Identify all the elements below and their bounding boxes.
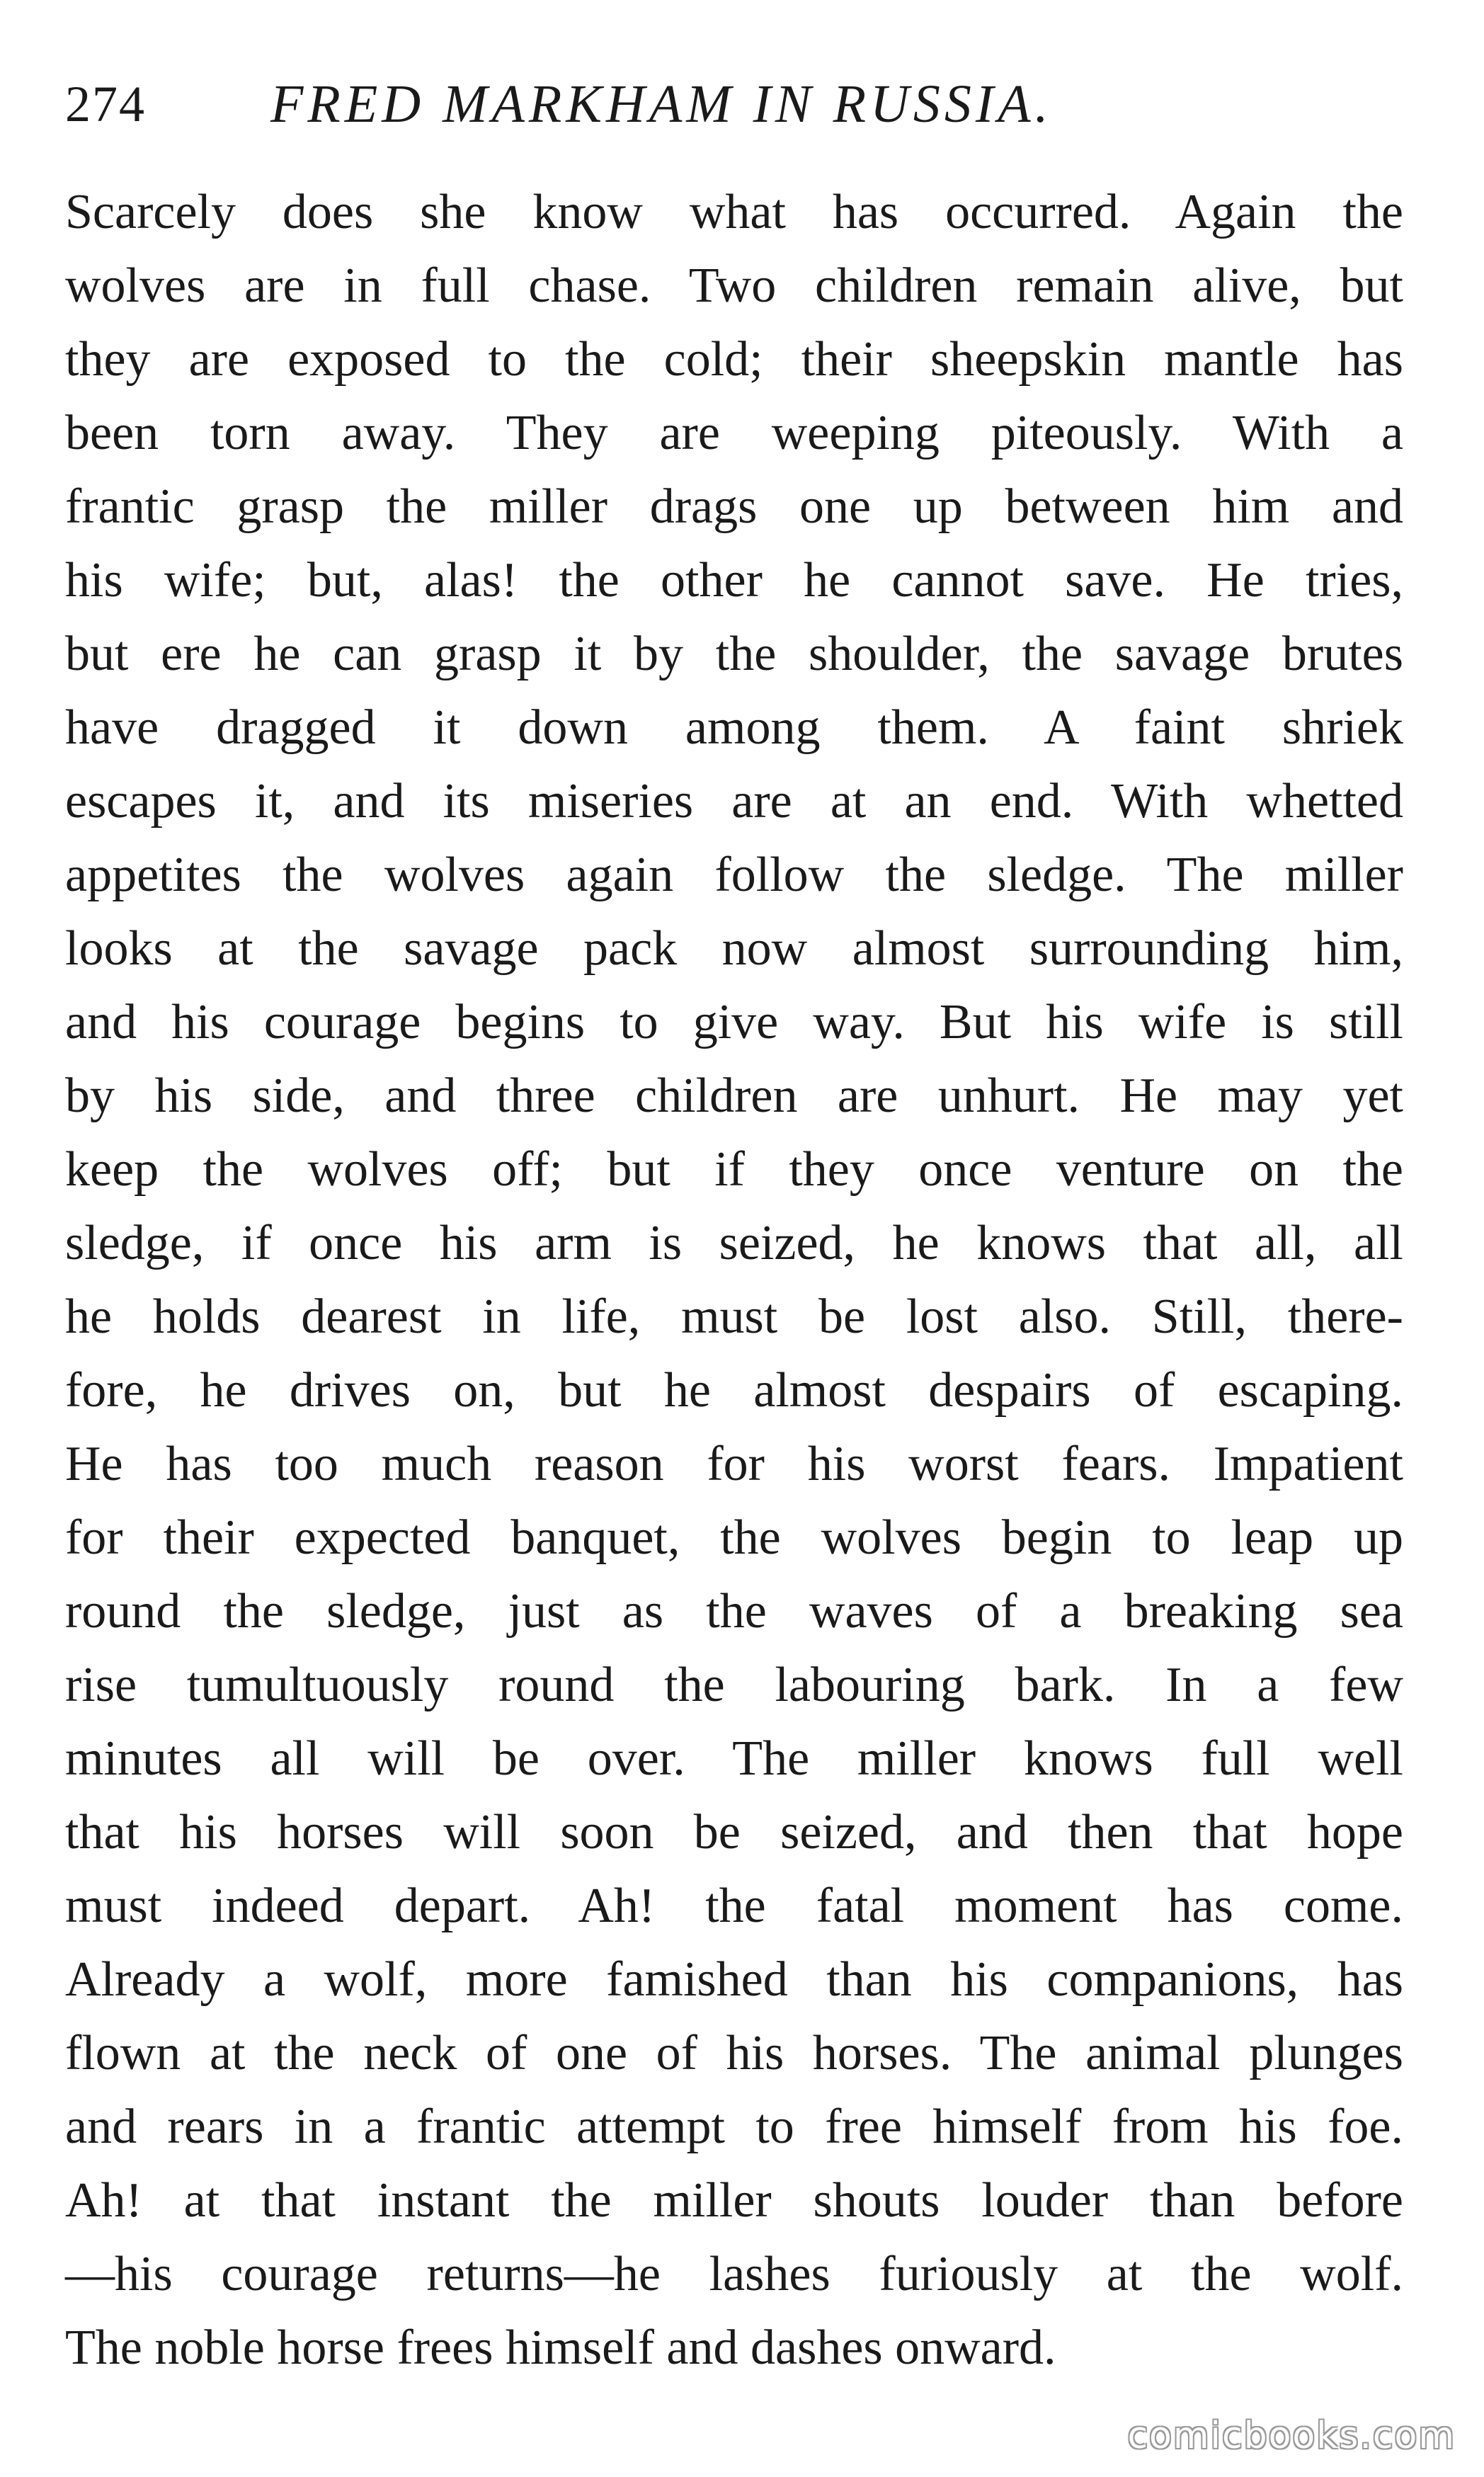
text-line: Already a wolf, more famished than his companions, has: [65, 1952, 1403, 2007]
page-number: 274: [65, 76, 146, 132]
text-line: that his horses will soon be seized, and then that hope: [65, 1805, 1403, 1860]
text-line: Ah! at that instant the miller shouts louder than before: [65, 2173, 1403, 2228]
text-line: looks at the savage pack now almost surrounding him,: [65, 921, 1403, 976]
text-line: but ere he can grasp it by the shoulder, the savage brutes: [65, 627, 1403, 681]
text-line: He has too much reason for his worst fears. Impatient: [65, 1437, 1403, 1491]
text-line: flown at the neck of one of his horses. The animal plunges: [65, 2026, 1403, 2080]
text-line: minutes all will be over. The miller knows full well: [65, 1731, 1403, 1786]
text-line: keep the wolves off; but if they once venture on the: [65, 1142, 1403, 1197]
text-line: escapes it, and its miseries are at an end. With whetted: [65, 774, 1403, 828]
text-line: they are exposed to the cold; their sheepskin mantle has: [65, 332, 1403, 387]
watermark: comicbooks.com: [1127, 2415, 1456, 2457]
text-line: round the sledge, just as the waves of a breaking sea: [65, 1584, 1403, 1639]
text-line: his wife; but, alas! the other he cannot save. He tries,: [65, 553, 1403, 608]
text-line: and his courage begins to give way. But his wife is still: [65, 995, 1403, 1049]
text-line: by his side, and three children are unhurt. He may yet: [65, 1069, 1403, 1123]
text-line: fore, he drives on, but he almost despairs of escaping.: [65, 1363, 1403, 1418]
page-header: [65, 65, 1410, 143]
text-line: frantic grasp the miller drags one up between him and: [65, 479, 1403, 534]
text-line: for their expected banquet, the wolves begin to leap up: [65, 1510, 1403, 1565]
running-title: FRED MARKHAM IN RUSSIA.: [270, 74, 1053, 134]
text-line: Scarcely does she know what has occurred. Again the: [65, 185, 1403, 239]
text-line: —his courage returns—he lashes furiously at the wolf.: [65, 2247, 1403, 2301]
text-line: The noble horse frees himself and dashes onward.: [65, 2321, 1056, 2375]
text-line: wolves are in full chase. Two children remain alive, but: [65, 258, 1403, 313]
text-line: and rears in a frantic attempt to free himself from his foe.: [65, 2100, 1403, 2154]
text-line: sledge, if once his arm is seized, he knows that all, all: [65, 1216, 1403, 1270]
text-line: rise tumultuously round the labouring bark. In a few: [65, 1658, 1403, 1712]
text-line: have dragged it down among them. A faint shriek: [65, 700, 1403, 755]
text-line: must indeed depart. Ah! the fatal moment has come.: [65, 1879, 1403, 1933]
body-text: [65, 176, 1403, 2385]
text-line: been torn away. They are weeping piteously. With a: [65, 406, 1403, 460]
text-line: he holds dearest in life, must be lost also. Still, there-: [65, 1289, 1403, 1344]
text-line: appetites the wolves again follow the sledge. The miller: [65, 848, 1403, 902]
